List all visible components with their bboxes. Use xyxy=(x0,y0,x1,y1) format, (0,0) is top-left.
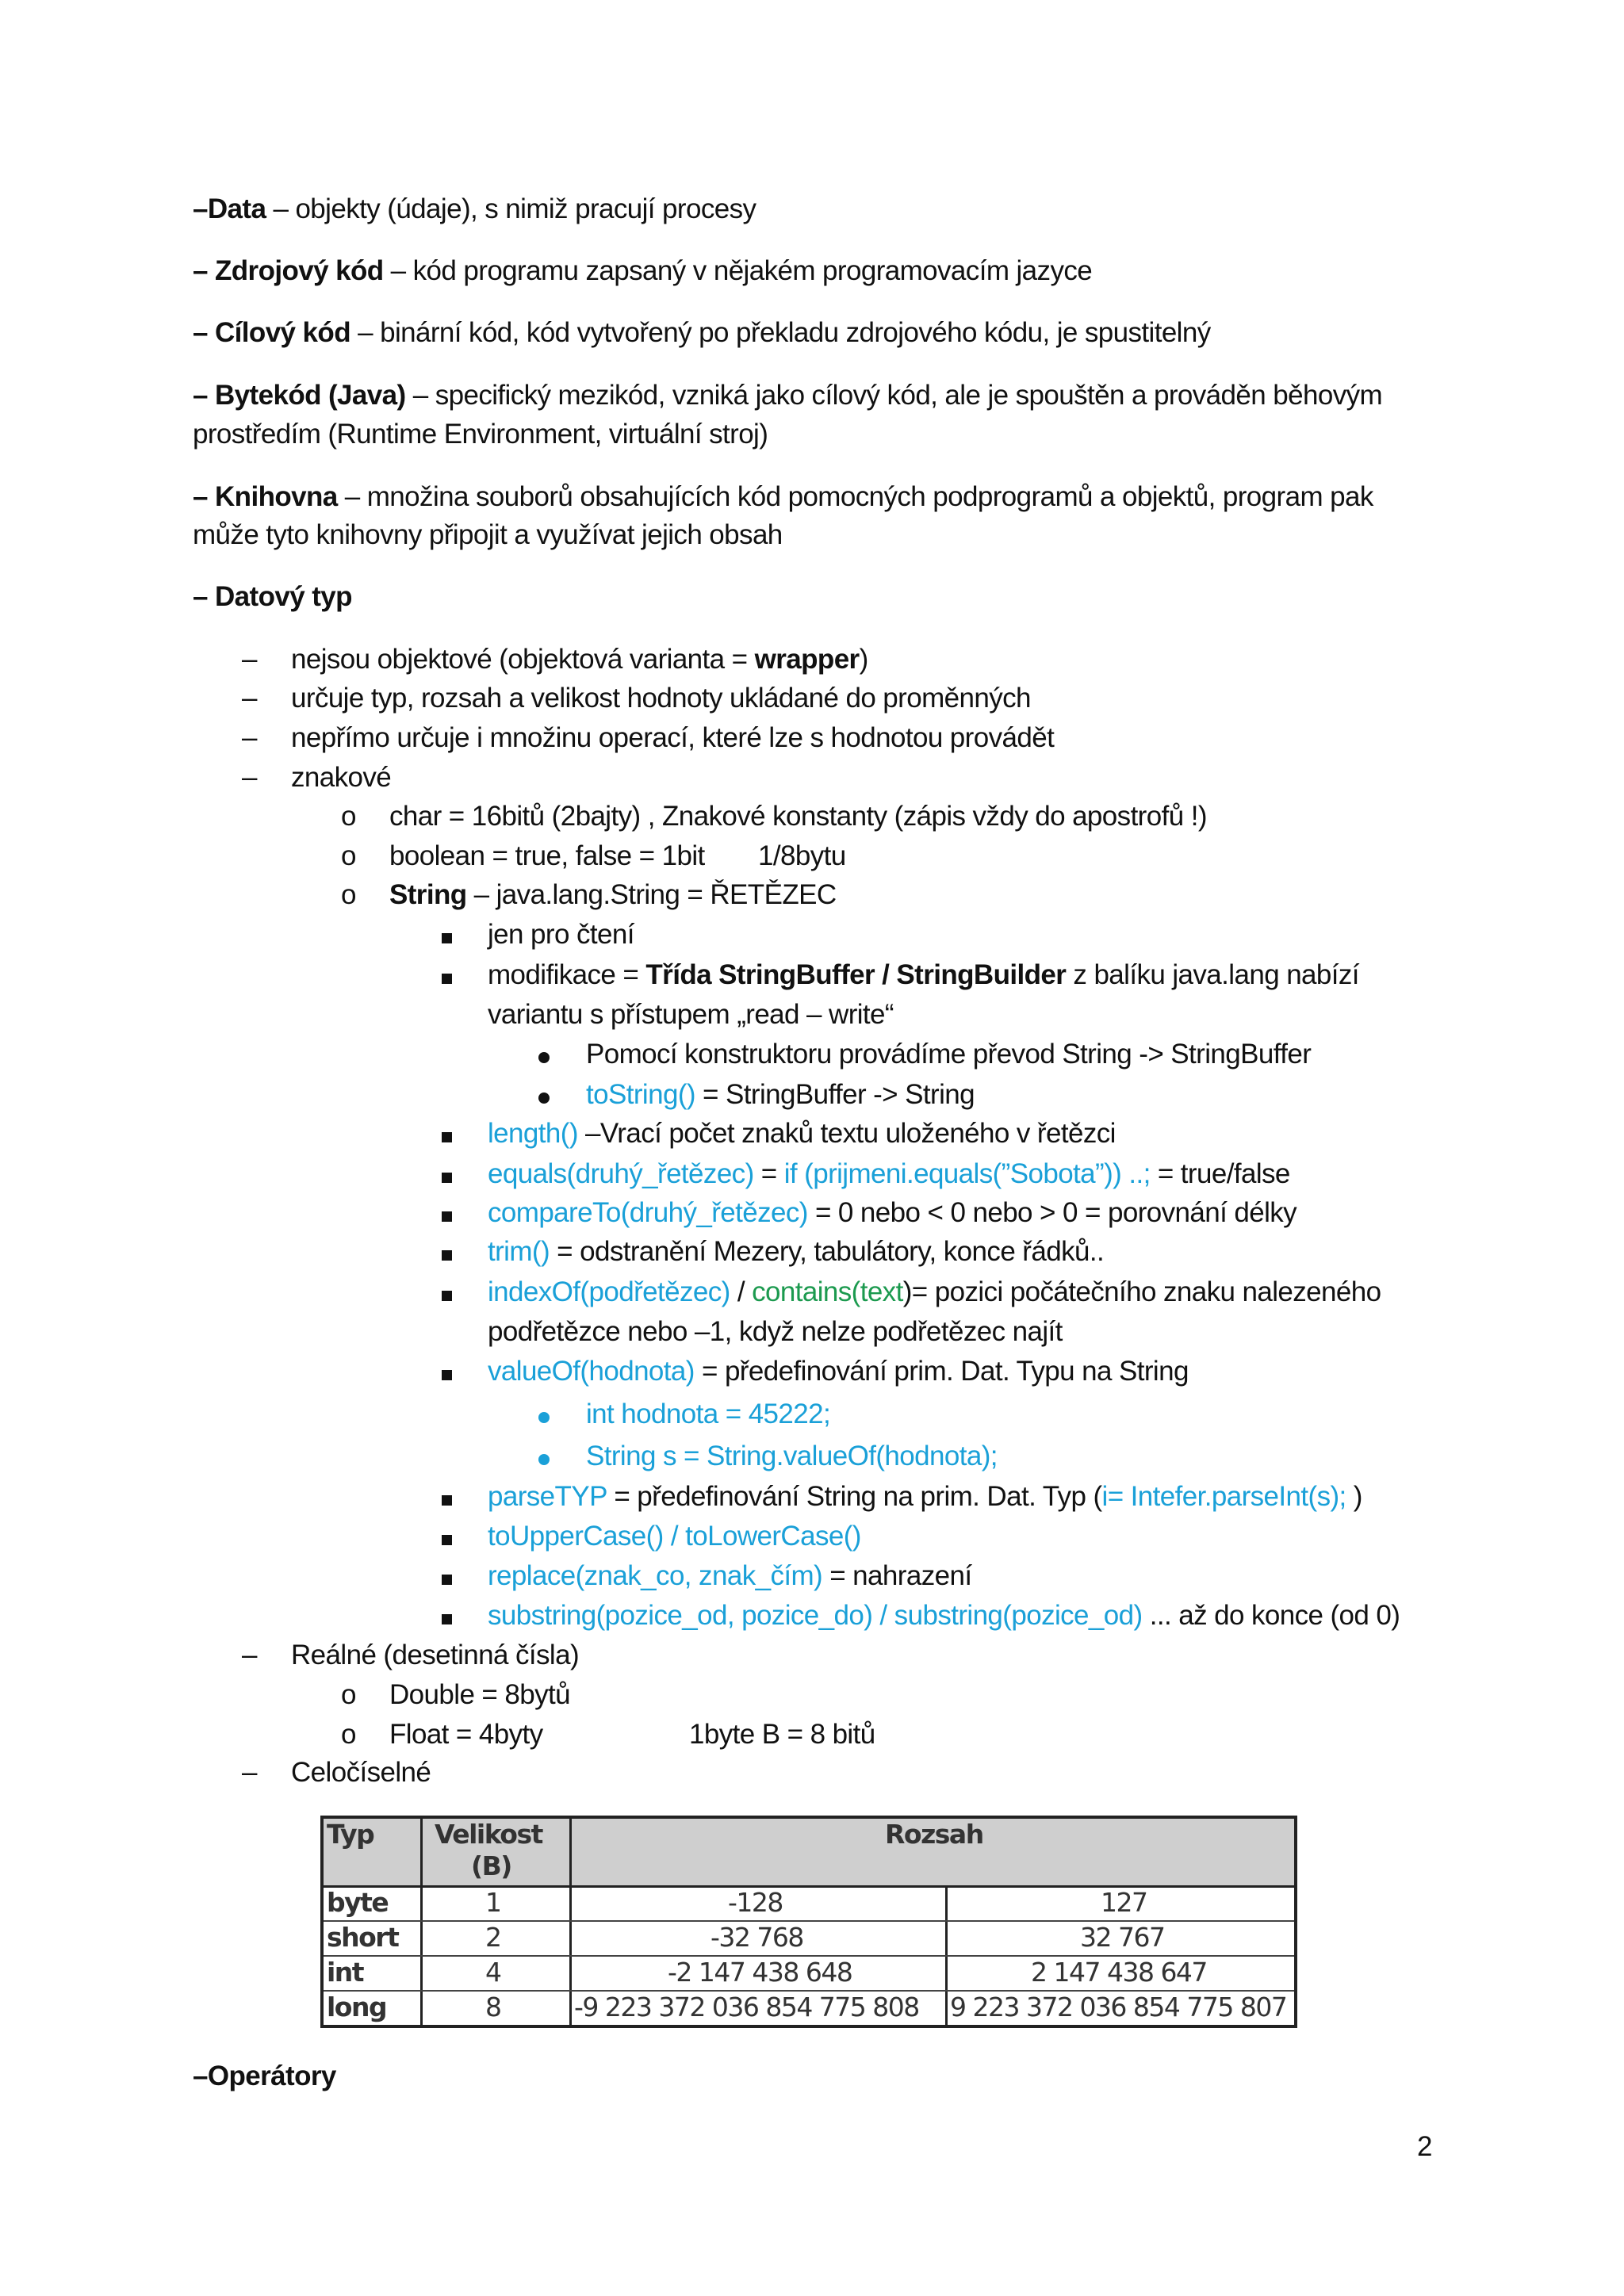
item-jen-pro-cteni: jen pro čtení xyxy=(488,919,634,950)
cell-max: 127 xyxy=(1101,1887,1147,1918)
text: modifikace = xyxy=(488,959,646,990)
string-word: String xyxy=(389,879,467,910)
square-icon xyxy=(442,1250,452,1261)
item-equals xyxy=(488,1157,1290,1192)
circle-marker: o xyxy=(341,1719,357,1750)
method-name: toString() xyxy=(586,1079,695,1110)
def-cilovy-kod xyxy=(193,316,1211,350)
desc: – specifický mezikód, vzniká jako cílový kód, ale je spouštěn a prováděn běhovým xyxy=(405,380,1383,411)
square-icon xyxy=(442,1614,452,1624)
method-name: indexOf(podřetězec) xyxy=(488,1276,730,1307)
text: ) xyxy=(859,644,868,675)
text: ) xyxy=(1346,1481,1362,1512)
item-znakove: znakové xyxy=(291,762,392,793)
square-icon xyxy=(442,1173,452,1183)
square-icon xyxy=(442,1535,452,1545)
item-touppercase: toUpperCase() / toLowerCase() xyxy=(488,1521,861,1552)
header-velikost-unit: (B) xyxy=(471,1850,511,1881)
header-typ: Typ xyxy=(327,1819,374,1850)
method-name: equals(druhý_řetězec) xyxy=(488,1158,754,1189)
code-example: if (prijmeni.equals(”Sobota”)) ..; xyxy=(783,1158,1151,1189)
dash-marker: – xyxy=(242,683,258,714)
item-double: Double = 8bytů xyxy=(389,1679,571,1710)
item-nejsou-objektove xyxy=(291,642,868,677)
text: = StringBuffer -> String xyxy=(695,1079,975,1110)
square-bullet xyxy=(442,1234,452,1269)
square-bullet xyxy=(442,1479,452,1514)
item-substring xyxy=(488,1598,1400,1633)
item-urcuje-typ: určuje typ, rozsah a velikost hodnoty ukládané do proměnných xyxy=(291,683,1031,714)
integer-types-table xyxy=(320,1816,1297,2028)
item-trim xyxy=(488,1234,1104,1269)
cell-max: 2 147 438 647 xyxy=(1031,1957,1207,1988)
desc: – množina souborů obsahujících kód pomocných podprogramů a objektů, program pak xyxy=(337,481,1373,512)
method-name: trim() xyxy=(488,1236,550,1267)
dash-marker: – xyxy=(242,644,258,675)
term: – Cílový kód xyxy=(193,317,350,348)
square-icon xyxy=(442,1370,452,1380)
def-bytekod-cont: prostředím (Runtime Environment, virtuální stroj) xyxy=(193,419,768,450)
square-bullet xyxy=(442,1519,452,1554)
desc: – kód programu zapsaný v nějakém programovacím jazyce xyxy=(383,255,1093,286)
header-velikost: Velikost xyxy=(435,1819,542,1850)
def-zdrojovy-kod xyxy=(193,254,1092,289)
item-float: Float = 4byty xyxy=(389,1719,543,1750)
cell-typ: long xyxy=(327,1992,387,2022)
method-name: length() xyxy=(488,1118,578,1149)
item-parsetyp xyxy=(488,1479,1362,1514)
dot-bullet xyxy=(538,1037,550,1072)
item-konstruktor: Pomocí konstruktoru provádíme převod String -> StringBuffer xyxy=(586,1039,1312,1070)
wrapper-word: wrapper xyxy=(754,644,860,675)
text: z balíku java.lang nabízí xyxy=(1066,959,1359,990)
dot-bullet xyxy=(538,1439,550,1474)
square-bullet xyxy=(442,917,452,952)
text: ... až do konce (od 0) xyxy=(1142,1600,1400,1631)
term: – Zdrojový kód xyxy=(193,255,384,286)
text: nejsou objektové (objektová varianta = xyxy=(291,644,755,675)
square-bullet xyxy=(442,1196,452,1230)
dot-icon xyxy=(538,1412,550,1423)
item-realne: Reálné (desetinná čísla) xyxy=(291,1640,580,1670)
def-datovy-typ: – Datový typ xyxy=(193,581,352,612)
term: – Bytekód (Java) xyxy=(193,380,406,411)
item-tostring xyxy=(586,1077,975,1112)
section-operatory: –Operátory xyxy=(193,2061,336,2091)
col-divider xyxy=(420,1819,423,2025)
text: = odstranění Mezery, tabulátory, konce řádků.. xyxy=(550,1236,1105,1267)
term: – Knihovna xyxy=(193,481,338,512)
square-bullet xyxy=(442,1598,452,1633)
square-bullet xyxy=(442,1116,452,1151)
item-modifikace-cont: variantu s přístupem „read – write“ xyxy=(488,999,894,1030)
circle-marker: o xyxy=(341,840,357,871)
text: – java.lang.String = ŘETĚZEC xyxy=(466,879,837,910)
def-bytekod xyxy=(193,378,1382,413)
item-neprimo-urcuje: nepřímo určuje i množinu operací, které lze s hodnotou provádět xyxy=(291,722,1055,753)
square-icon xyxy=(442,1495,452,1506)
dash-marker: – xyxy=(242,762,258,793)
dot-icon xyxy=(538,1093,550,1104)
term: –Data xyxy=(193,193,266,224)
code-example: i= Intefer.parseInt(s); xyxy=(1101,1481,1346,1512)
method-name-green: contains(text xyxy=(752,1276,903,1307)
def-knihovna-cont: může tyto knihovny připojit a využívat jejich obsah xyxy=(193,519,783,550)
square-icon xyxy=(442,1575,452,1585)
circle-marker: o xyxy=(341,801,357,832)
method-name: substring(pozice_od, pozice_do) / substring(pozice_od) xyxy=(488,1600,1143,1631)
item-boolean-bytu: 1/8bytu xyxy=(758,840,846,871)
cell-min: -2 147 438 648 xyxy=(668,1957,852,1988)
dot-icon xyxy=(538,1052,550,1063)
square-bullet xyxy=(442,1354,452,1389)
item-replace xyxy=(488,1559,971,1594)
cell-max: 9 223 372 036 854 775 807 xyxy=(950,1992,1287,2022)
item-boolean: boolean = true, false = 1bit xyxy=(389,840,705,871)
page-number: 2 xyxy=(1417,2131,1433,2162)
item-valueof xyxy=(488,1354,1189,1389)
square-bullet xyxy=(442,1559,452,1594)
text: = 0 nebo < 0 nebo > 0 = porovnání délky xyxy=(807,1197,1297,1228)
cell-size: 8 xyxy=(485,1992,501,2022)
text: –Vrací počet znaků textu uloženého v řetězci xyxy=(577,1118,1116,1149)
header-rozsah: Rozsah xyxy=(885,1819,983,1850)
dot-bullet xyxy=(538,1077,550,1112)
class-name: Třída StringBuffer / StringBuilder xyxy=(645,959,1067,990)
dot-icon xyxy=(538,1454,550,1465)
cell-min: -32 768 xyxy=(710,1922,803,1953)
circle-marker: o xyxy=(341,1679,357,1710)
square-icon xyxy=(442,1132,452,1142)
dash-marker: – xyxy=(242,722,258,753)
item-indexof-cont: podřetězce nebo –1, když nelze podřetězec najít xyxy=(488,1316,1063,1347)
square-bullet xyxy=(442,958,452,993)
square-icon xyxy=(442,933,452,943)
dash-marker: – xyxy=(242,1757,258,1788)
cell-typ: byte xyxy=(327,1887,389,1918)
item-int-hodnota: int hodnota = 45222; xyxy=(586,1399,831,1429)
square-bullet xyxy=(442,1275,452,1310)
text: = true/false xyxy=(1150,1158,1290,1189)
item-celociselne: Celočíselné xyxy=(291,1757,431,1788)
text: = nahrazení xyxy=(822,1560,972,1591)
item-length xyxy=(488,1116,1116,1151)
cell-typ: int xyxy=(327,1957,364,1988)
def-knihovna xyxy=(193,480,1373,515)
method-name: parseTYP xyxy=(488,1481,607,1512)
cell-min: -128 xyxy=(728,1887,783,1918)
text: = xyxy=(753,1158,784,1189)
col-divider xyxy=(569,1819,572,2025)
desc: – objekty (údaje), s nimiž pracují procesy xyxy=(266,193,756,224)
square-icon xyxy=(442,1291,452,1301)
text: )= pozici počátečního znaku nalezeného xyxy=(902,1276,1381,1307)
item-string-s: String s = String.valueOf(hodnota); xyxy=(586,1441,998,1471)
item-indexof xyxy=(488,1275,1381,1310)
item-char: char = 16bitů (2bajty) , Znakové konstanty (zápis vždy do apostrofů !) xyxy=(389,801,1207,832)
square-icon xyxy=(442,1211,452,1222)
cell-size: 4 xyxy=(485,1957,501,1988)
cell-typ: short xyxy=(327,1922,399,1953)
method-name: replace(znak_co, znak_čím) xyxy=(488,1560,823,1591)
dot-bullet xyxy=(538,1397,550,1432)
square-icon xyxy=(442,974,452,984)
cell-min: -9 223 372 036 854 775 808 xyxy=(574,1992,919,2022)
cell-size: 1 xyxy=(485,1887,501,1918)
dash-marker: – xyxy=(242,1640,258,1670)
item-string xyxy=(389,878,837,913)
desc: – binární kód, kód vytvořený po překladu zdrojového kódu, je spustitelný xyxy=(350,317,1211,348)
item-compareto xyxy=(488,1196,1297,1230)
circle-marker: o xyxy=(341,879,357,910)
method-name: valueOf(hodnota) xyxy=(488,1356,695,1387)
item-byte-note: 1byte B = 8 bitů xyxy=(689,1719,875,1750)
text: / xyxy=(730,1276,753,1307)
cell-size: 2 xyxy=(485,1922,501,1953)
def-data xyxy=(193,192,756,227)
item-modifikace xyxy=(488,958,1359,993)
square-bullet xyxy=(442,1157,452,1192)
cell-max: 32 767 xyxy=(1080,1922,1165,1953)
text: = předefinování prim. Dat. Typu na String xyxy=(694,1356,1189,1387)
method-name: compareTo(druhý_řetězec) xyxy=(488,1197,808,1228)
text: = předefinování String na prim. Dat. Typ ( xyxy=(607,1481,1102,1512)
